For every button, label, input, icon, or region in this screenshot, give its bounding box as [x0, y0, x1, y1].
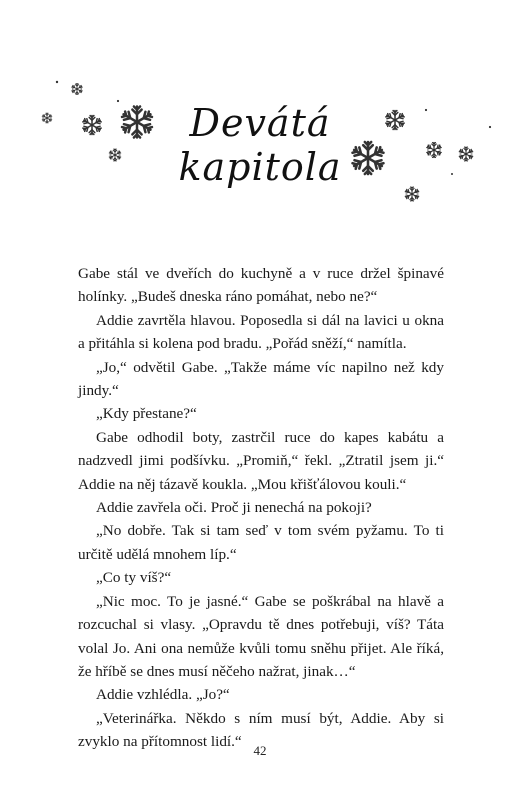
paragraph: Gabe odhodil boty, zastrčil ruce do kapes kabátu a nadzvedl jimi podšívku. „Promiň,“ řekl. „Ztratil jsem ji.“ Addie na něj tázavě koukla. „Mou křišťálovou kouli.“ — [78, 428, 444, 493]
paragraph: „Co ty víš?“ — [96, 569, 172, 587]
paragraph: „Jo,“ odvětil Gabe. „Takže máme víc napilno než kdy jindy.“ — [78, 358, 444, 400]
paragraph: „Veterinářka. Někdo s ním musí být, Addie. Aby si zvyklo na přítomnost lidí.“ — [78, 709, 444, 751]
page-number: 42 — [253, 743, 267, 758]
paragraph: „Kdy přestane?“ — [96, 405, 197, 423]
chapter-title-line-2: kapitola — [178, 145, 342, 189]
paragraph: Gabe stál ve dveřích do kuchyně a v ruce držel špinavé holínky. „Budeš dneska ráno pomáhat, nebo ne?“ — [78, 265, 444, 306]
snowflake-icon — [71, 84, 82, 95]
paragraph: „No dobře. Tak si tam seď v tom svém pyžamu. To ti určitě udělá mnohem líp.“ — [78, 522, 444, 563]
paragraph: „Nic moc. To je jasné.“ Gabe se poškrábal na hlavě a rozcuchal si vlasy. „Opravdu tě dnes potřebuji, víš? Táta volal Jo. Ani ona nemůže kvůli tomu sněhu přijet. Ale říká, že hříbě se dnes musí něčeho nažrat, jinak…“ — [78, 592, 444, 680]
paragraph: Addie zavrtěla hlavou. Poposedla si dál na lavici u okna a přitáhla si kolena pod bradu. „Pořád sněží,“ namítla. — [78, 311, 444, 353]
chapter-title-line-1: Devátá — [189, 101, 331, 145]
chapter-body — [78, 262, 444, 754]
paragraph: Addie vzhlédla. „Jo?“ — [96, 686, 230, 704]
paragraph: Addie zavřela oči. Proč ji nenechá na pokoji? — [96, 499, 372, 517]
